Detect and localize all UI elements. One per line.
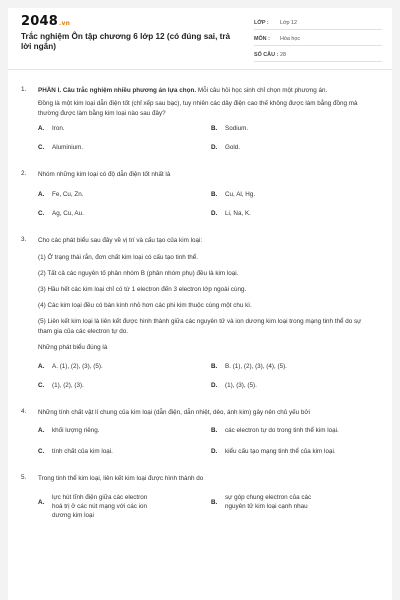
option-b[interactable]	[211, 125, 248, 132]
option-text: các electron tự do trong tinh thể kim loại.	[225, 427, 339, 434]
option-letter: D.	[211, 144, 218, 151]
option-b[interactable]	[211, 493, 321, 511]
option-text: (1), (3), (5).	[225, 382, 257, 389]
option-text: Ag, Cu, Au.	[52, 210, 84, 217]
options-row	[38, 493, 383, 519]
statement-5: (5) Liên kết kim loại là liên kết được hình thành giữa các nguyên tử và ion dương kim loại trong mạng tinh thể do sự tham gia của các electron tự do.	[38, 318, 362, 335]
meta-value: Hóa học	[280, 35, 301, 42]
statement-4: (4) Các kim loại đều có bán kính nhỏ hơn các phi kim thuộc cùng một chu kì.	[38, 302, 252, 309]
option-letter: A.	[38, 125, 45, 132]
option-letter: B.	[211, 125, 218, 132]
option-text: Iron.	[52, 125, 65, 132]
options-row	[38, 191, 383, 201]
question-5	[8, 474, 392, 519]
option-text: kiểu cấu tạo mạng tinh thể của kim loại.	[225, 448, 336, 455]
option-letter: D.	[211, 448, 218, 455]
logo-text: 2048	[21, 14, 58, 29]
document-meta	[254, 16, 382, 62]
site-logo[interactable]	[21, 14, 70, 29]
option-letter: B.	[211, 499, 218, 506]
question-number: 3.	[21, 236, 27, 243]
logo-suffix: .vn	[58, 20, 71, 27]
question-text: Đồng là một kim loại dẫn điện tốt (chỉ xếp sau bạc), tuy nhiên các dây điện cao thế không được làm bằng đồng mà thường được làm bằng kim loại nào sau đây?	[38, 100, 358, 117]
option-c[interactable]	[38, 210, 84, 217]
option-letter: D.	[211, 382, 218, 389]
option-d[interactable]	[211, 210, 251, 217]
meta-key: MÔN :	[254, 35, 270, 42]
option-text: B. (1), (2), (3), (4), (5).	[225, 363, 287, 370]
option-letter: B.	[211, 427, 218, 434]
option-a[interactable]	[38, 493, 148, 520]
option-text: A. (1), (2), (3), (5).	[52, 363, 103, 370]
option-a[interactable]	[38, 191, 84, 198]
option-text: khối lượng riêng.	[52, 427, 100, 434]
part-instruction: Mỗi câu hỏi học sinh chỉ chọn một phương án.	[196, 87, 328, 94]
options-row	[38, 448, 383, 458]
meta-value: 28	[280, 51, 286, 58]
question-number: 5.	[21, 474, 27, 481]
question-number: 4.	[21, 408, 27, 415]
part-label: PHẦN I. Câu trắc nghiệm nhiều phương án lựa chọn.	[38, 87, 197, 94]
option-text: Sodium.	[225, 125, 249, 132]
options-row	[38, 382, 383, 392]
options-row	[38, 427, 383, 437]
option-letter: A.	[38, 427, 45, 434]
options-row	[38, 363, 383, 373]
question-2	[8, 170, 392, 220]
option-text: Li, Na, K.	[225, 210, 251, 217]
question-3	[8, 236, 392, 392]
option-a[interactable]	[38, 125, 65, 132]
meta-row-grade	[254, 16, 382, 30]
option-b[interactable]	[211, 363, 287, 370]
option-letter: A.	[38, 191, 45, 198]
statement-1: (1) Ở trạng thái rắn, đơn chất kim loại có cấu tạo tinh thể.	[38, 254, 199, 261]
question-part-heading	[38, 86, 373, 96]
worksheet-page	[8, 8, 392, 600]
option-letter: C.	[38, 382, 45, 389]
option-letter: C.	[38, 448, 45, 455]
option-letter: A.	[38, 499, 45, 506]
question-text: Nhóm những kim loại có độ dẫn điện tốt nhất là	[38, 171, 171, 178]
question-1	[8, 86, 392, 154]
option-letter: C.	[38, 144, 45, 151]
option-text: lực hút tĩnh điện giữa các electron hoá trị ở các nút mạng với các ion dương kim loại	[52, 494, 148, 519]
option-text: (1), (2), (3).	[52, 382, 84, 389]
option-letter: B.	[211, 191, 218, 198]
question-text: Những tính chất vật lí chung của kim loại (dẫn điện, dẫn nhiệt, dẻo, ánh kim) gây nên chủ yếu bởi	[38, 409, 310, 416]
option-letter: A.	[38, 363, 45, 370]
question-prompt: Những phát biểu đúng là	[38, 344, 108, 351]
options-row	[38, 210, 383, 220]
option-text: Gold.	[225, 144, 241, 151]
question-text: Cho các phát biểu sau đây về vị trí và cấu tạo của kim loại:	[38, 237, 203, 244]
meta-key: LỚP :	[254, 19, 269, 26]
options-row	[38, 144, 383, 154]
option-text: Cu, Al, Hg.	[225, 191, 256, 198]
option-d[interactable]	[211, 448, 336, 455]
question-list	[8, 86, 392, 519]
option-c[interactable]	[38, 144, 83, 151]
option-a[interactable]	[38, 427, 100, 434]
option-text: sự góp chung electron của các nguyên tử kim loại cạnh nhau	[225, 494, 312, 510]
question-number: 1.	[21, 86, 27, 93]
meta-row-subject	[254, 32, 382, 46]
option-letter: B.	[211, 363, 218, 370]
option-letter: C.	[38, 210, 45, 217]
option-c[interactable]	[38, 448, 113, 455]
option-b[interactable]	[211, 427, 339, 434]
meta-key: SỐ CÂU :	[254, 51, 279, 58]
option-c[interactable]	[38, 382, 84, 389]
document-title: Trắc nghiệm Ôn tập chương 6 lớp 12 (có đúng sai, trả lời ngắn)	[21, 32, 231, 51]
option-d[interactable]	[211, 144, 240, 151]
question-number: 2.	[21, 170, 27, 177]
option-text: tính chất của kim loại.	[52, 448, 113, 455]
option-d[interactable]	[211, 382, 257, 389]
statement-3: (3) Hầu hết các kim loại chỉ có từ 1 electron đến 3 electron lớp ngoài cùng.	[38, 286, 247, 293]
options-row	[38, 125, 383, 135]
option-b[interactable]	[211, 191, 255, 198]
statement-2: (2) Tất cả các nguyên tố phân nhóm B (phân nhóm phụ) đều là kim loại.	[38, 270, 239, 277]
question-4	[8, 408, 392, 458]
option-a[interactable]	[38, 363, 103, 370]
option-text: Aluminium.	[52, 144, 84, 151]
meta-value: Lớp 12	[280, 19, 298, 26]
question-text: Trong tinh thể kim loại, liên kết kim loại được hình thành do	[38, 475, 204, 482]
document-header	[8, 8, 392, 70]
option-letter: D.	[211, 210, 218, 217]
meta-row-count	[254, 48, 382, 62]
option-text: Fe, Cu, Zn.	[52, 191, 84, 198]
